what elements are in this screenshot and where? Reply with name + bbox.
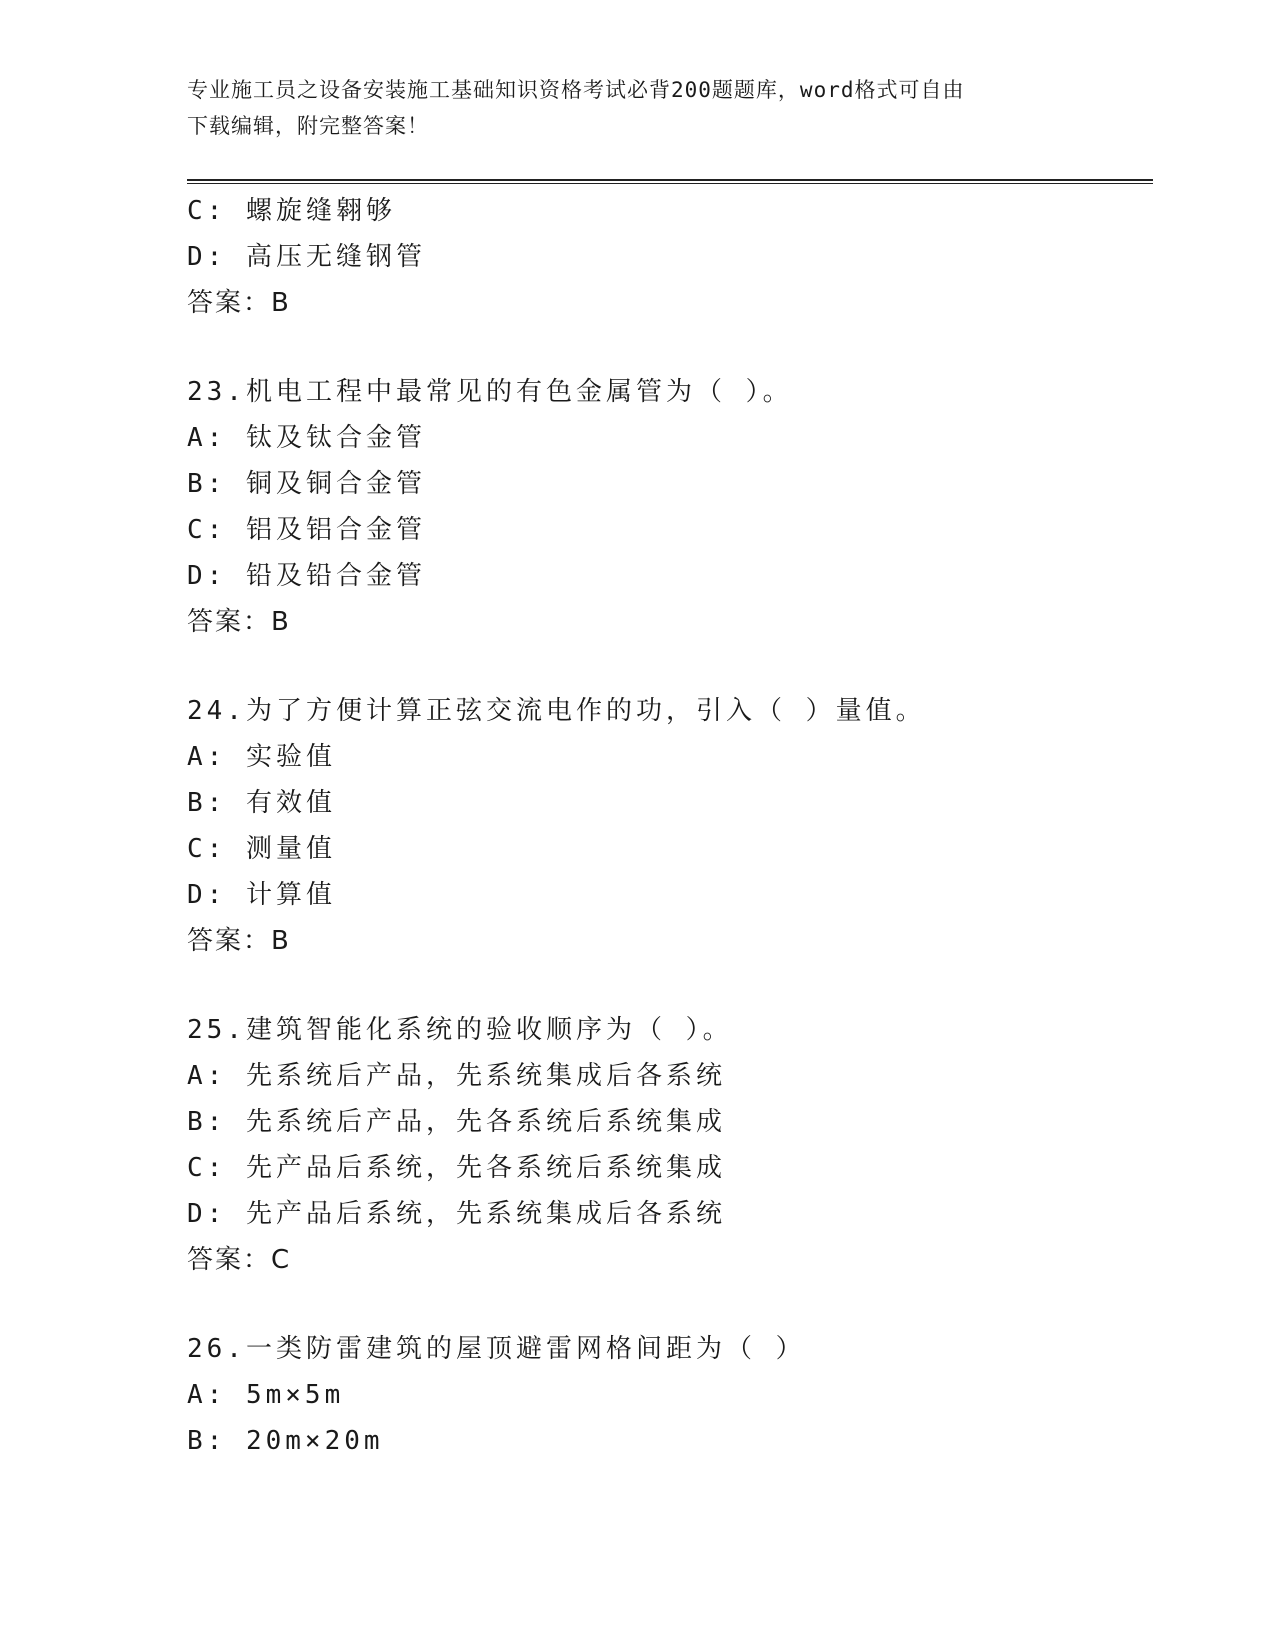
option-c: C: 螺旋缝翱够 xyxy=(187,196,396,226)
answer-line: 答案：C xyxy=(187,1245,292,1275)
option-b: B: 有效值 xyxy=(187,788,336,818)
question-list xyxy=(187,188,1153,1464)
option-d: D: 高压无缝钢管 xyxy=(187,242,426,272)
option-a: A: 5m×5m xyxy=(187,1380,345,1410)
option-c: C: 测量值 xyxy=(187,834,336,864)
question-stem: 23.机电工程中最常见的有色金属管为（ ）。 xyxy=(187,377,793,407)
question-26 xyxy=(187,1326,1153,1464)
document-header xyxy=(187,72,1067,144)
option-a: A: 实验值 xyxy=(187,742,336,772)
header-title-line-1: 专业施工员之设备安装施工基础知识资格考试必背200题题库，word格式可自由 xyxy=(187,78,965,102)
question-22-continued xyxy=(187,188,1153,326)
option-c: C: 铝及铝合金管 xyxy=(187,515,426,545)
option-a: A: 钛及钛合金管 xyxy=(187,423,426,453)
option-b: B: 先系统后产品，先各系统后系统集成 xyxy=(187,1107,726,1137)
question-stem: 24.为了方便计算正弦交流电作的功，引入（ ）量值。 xyxy=(187,696,926,726)
answer-line: 答案：B xyxy=(187,288,291,318)
question-stem: 25.建筑智能化系统的验收顺序为（ ）。 xyxy=(187,1015,733,1045)
question-25 xyxy=(187,1007,1153,1283)
header-divider-thick xyxy=(187,179,1153,181)
answer-line: 答案：B xyxy=(187,607,291,637)
question-24 xyxy=(187,688,1153,964)
option-d: D: 计算值 xyxy=(187,880,336,910)
header-title-line-2: 下载编辑，附完整答案！ xyxy=(187,114,429,138)
option-b: B: 铜及铜合金管 xyxy=(187,469,426,499)
option-a: A: 先系统后产品，先系统集成后各系统 xyxy=(187,1061,726,1091)
option-d: D: 先产品后系统，先系统集成后各系统 xyxy=(187,1199,726,1229)
option-d: D: 铅及铅合金管 xyxy=(187,561,426,591)
option-c: C: 先产品后系统，先各系统后系统集成 xyxy=(187,1153,726,1183)
answer-line: 答案：B xyxy=(187,926,291,956)
question-stem: 26.一类防雷建筑的屋顶避雷网格间距为（ ） xyxy=(187,1334,806,1364)
option-b: B: 20m×20m xyxy=(187,1426,384,1456)
question-23 xyxy=(187,369,1153,645)
header-divider-thin xyxy=(187,183,1153,184)
